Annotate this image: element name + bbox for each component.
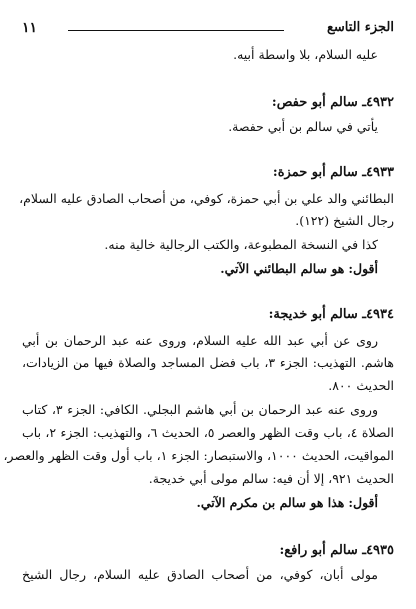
entry-4932-line: يأتي في سالم بن أبي حفصة.: [228, 119, 378, 134]
continuation-line: عليه السلام، بلا واسطة أبيه.: [233, 47, 378, 62]
entry-4934-line: الحديث ٩٢١، إلا أن فيه: سالم مولى أبي خديجة.: [148, 471, 394, 486]
entry-4934-line: هاشم. التهذيب: الجزء ٣، باب فضل المساجد والصلاة فيها من الزيادات،: [22, 355, 394, 370]
entry-4934-line: المواقيت، الحديث ١٠٠٠، والاستبصار: الجزء ١، باب أول وقت الظهر والعصر،: [3, 448, 394, 463]
remark-text: هذا هو سالم بن مكرم الآتي.: [196, 495, 345, 510]
header-rule: [68, 30, 284, 31]
remark-text: هو سالم البطائني الآتي.: [220, 261, 345, 276]
entry-4933-line: رجال الشيخ (١٢٢).: [295, 213, 394, 228]
entry-heading-4935: ٤٩٣٥ـ سالم أبو رافع:: [279, 543, 394, 558]
entry-4933-line: كذا في النسخة المطبوعة، والكتب الرجالية خالية منه.: [104, 237, 378, 252]
entry-heading-4934: ٤٩٣٤ـ سالم أبو خديجة:: [268, 307, 394, 322]
entry-4934-line: وروى عنه عبد الرحمان بن أبي هاشم البجلي. الكافي: الجزء ٣، كتاب: [22, 402, 378, 417]
entry-heading-4932: ٤٩٣٢ـ سالم أبو حفص:: [271, 95, 394, 110]
volume-title: الجزء التاسع: [326, 20, 394, 35]
entry-4934-line: روى عن أبي عبد الله عليه السلام، وروى عنه عبد الرحمان بن أبي: [22, 333, 378, 348]
entry-4934-line: الصلاة ٤، باب وقت الظهر والعصر ٥، الحديث ٦، والتهذيب: الجزء ٢، باب: [22, 425, 394, 440]
entry-4934-remark: [22, 494, 378, 512]
running-header: [22, 20, 394, 38]
entry-heading-4933: ٤٩٣٣ـ سالم أبو حمزة:: [272, 165, 394, 180]
entry-4935-line: مولى أبان، كوفي، من أصحاب الصادق عليه السلام، رجال الشيخ: [22, 567, 378, 582]
entry-4933-remark: [22, 260, 378, 278]
remark-label: أقول:: [348, 261, 378, 276]
remark-label: أقول:: [348, 495, 378, 510]
entry-4933-line: البطائني والد علي بن أبي حمزة، كوفي، من أصحاب الصادق عليه السلام،: [19, 191, 394, 206]
entry-4934-line: الحديث ٨٠٠.: [328, 378, 394, 393]
page-number: ١١: [22, 20, 38, 36]
